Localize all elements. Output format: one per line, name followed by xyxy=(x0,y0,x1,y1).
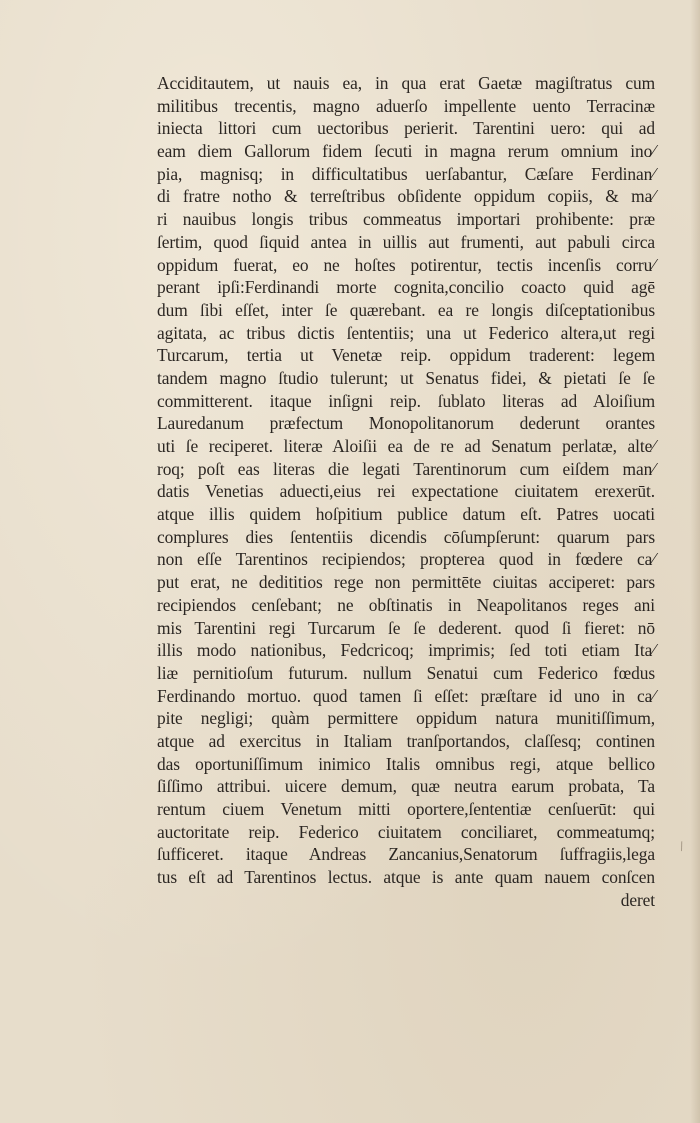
text-line: recipiendos cenſebant; ne obſtinatis in Neapolitanos reges ani xyxy=(157,594,655,615)
text-line: datis Venetias aduecti,eius rei expectatione ciuitatem erexerūt. xyxy=(157,481,655,502)
text-line: complures dies ſententiis dicendis cōſumpſerunt: quarum pars xyxy=(157,526,655,547)
text-line: iniecta littori cum uectoribus perierit. Tarentini uero: qui ad xyxy=(157,118,655,139)
text-line: atque ad exercitus in Italiam tranſportandos, claſſesq; continen xyxy=(157,730,655,751)
text-line: uti ſe reciperet. literæ Aloiſii ea de re ad Senatum perlatæ, alte⁄ xyxy=(157,436,655,456)
text-line: perant ipſi:Ferdinandi morte cognita,concilio coacto quid agē xyxy=(157,277,655,298)
text-line: atque illis quidem hoſpitium publice datum eſt. Patres uocati xyxy=(157,504,655,525)
text-line: pia, magnisq; in difficultatibus uerſabantur, Cæſare Ferdinan⁄ xyxy=(157,163,655,184)
text-line: tandem magno ſtudio tulerunt; ut Senatus fidei, & pietati ſe ſe xyxy=(157,367,655,388)
text-line: Acciditautem, ut nauis ea, in qua erat Gaetæ magiſtratus cum xyxy=(157,73,655,93)
text-line: illis modo nationibus, Fedcricoq; imprimis; ſed toti etiam Ita⁄ xyxy=(157,640,655,661)
text-line: mis Tarentini regi Turcarum ſe ſe dederent. quod ſi fieret: nō xyxy=(157,617,655,638)
text-line: oppidum fuerat, eo ne hoſtes potirentur, tectis incenſis corru⁄ xyxy=(157,254,655,275)
text-line: liæ pernitioſum futurum. nullum Senatui cum Federico fœdus xyxy=(157,662,655,683)
text-line: non eſſe Tarentinos recipiendos; propterea quod in fœdere ca⁄ xyxy=(157,549,655,570)
text-line: Turcarum, tertia ut Venetæ reip. oppidum traderent: legem xyxy=(157,345,655,366)
text-line: ſufficeret. itaque Andreas Zancanius,Senatorum ſuffragiis,lega xyxy=(157,844,655,865)
text-line: pite negligi; quàm permittere oppidum natura munitiſſimum, xyxy=(157,708,655,729)
text-line: ſiſſimo attribui. uicere demum, quæ neutra earum probata, Ta xyxy=(157,776,655,797)
text-line: militibus trecentis, magno aduerſo impellente uento Terracinæ xyxy=(157,95,655,116)
text-line: Lauredanum præfectum Monopolitanorum dederunt orantes xyxy=(157,413,655,434)
page-edge-shadow xyxy=(690,0,700,1123)
text-line: ſertim, quod ſiquid antea in uillis aut frumenti, aut pabuli circa xyxy=(157,231,655,252)
text-line: ri nauibus longis tribus commeatus importari prohibente: præ xyxy=(157,209,655,230)
margin-mark: ⁄ xyxy=(676,839,687,853)
text-line: committerent. itaque inſigni reip. ſublato literas ad Aloiſium xyxy=(157,390,655,411)
text-line: dum ſibi eſſet, inter ſe quærebant. ea re longis diſceptationibus xyxy=(157,299,655,320)
text-line: di fratre notho & terreſtribus obſidente oppidum copiis, & ma⁄ xyxy=(157,186,655,207)
text-line: Ferdinando mortuo. quod tamen ſi eſſet: præſtare id uno in ca⁄ xyxy=(157,685,655,706)
text-line: deret xyxy=(620,889,655,910)
text-line: tus eſt ad Tarentinos lectus. atque is ante quam nauem conſcen xyxy=(157,867,655,888)
text-line: auctoritate reip. Federico ciuitatem conciliaret, commeatumq; xyxy=(157,821,655,842)
text-line: rentum ciuem Venetum mitti oportere,ſententiæ cenſuerūt: qui xyxy=(157,799,655,819)
text-line: das oportuniſſimum inimico Italis omnibus regi, atque bellico xyxy=(157,753,655,774)
body-text xyxy=(157,72,655,911)
text-line: put erat, ne dedititios rege non permittēte ciuitas acciperet: pars xyxy=(157,572,655,593)
text-line: agitata, ac tribus dictis ſententiis; una ut Federico altera,ut regi xyxy=(157,322,655,343)
text-line: eam diem Gallorum fidem ſecuti in magna rerum omnium ino⁄ xyxy=(157,141,655,162)
text-line: roq; poſt eas literas die legati Tarentinorum cum eiſdem man⁄ xyxy=(157,458,655,479)
